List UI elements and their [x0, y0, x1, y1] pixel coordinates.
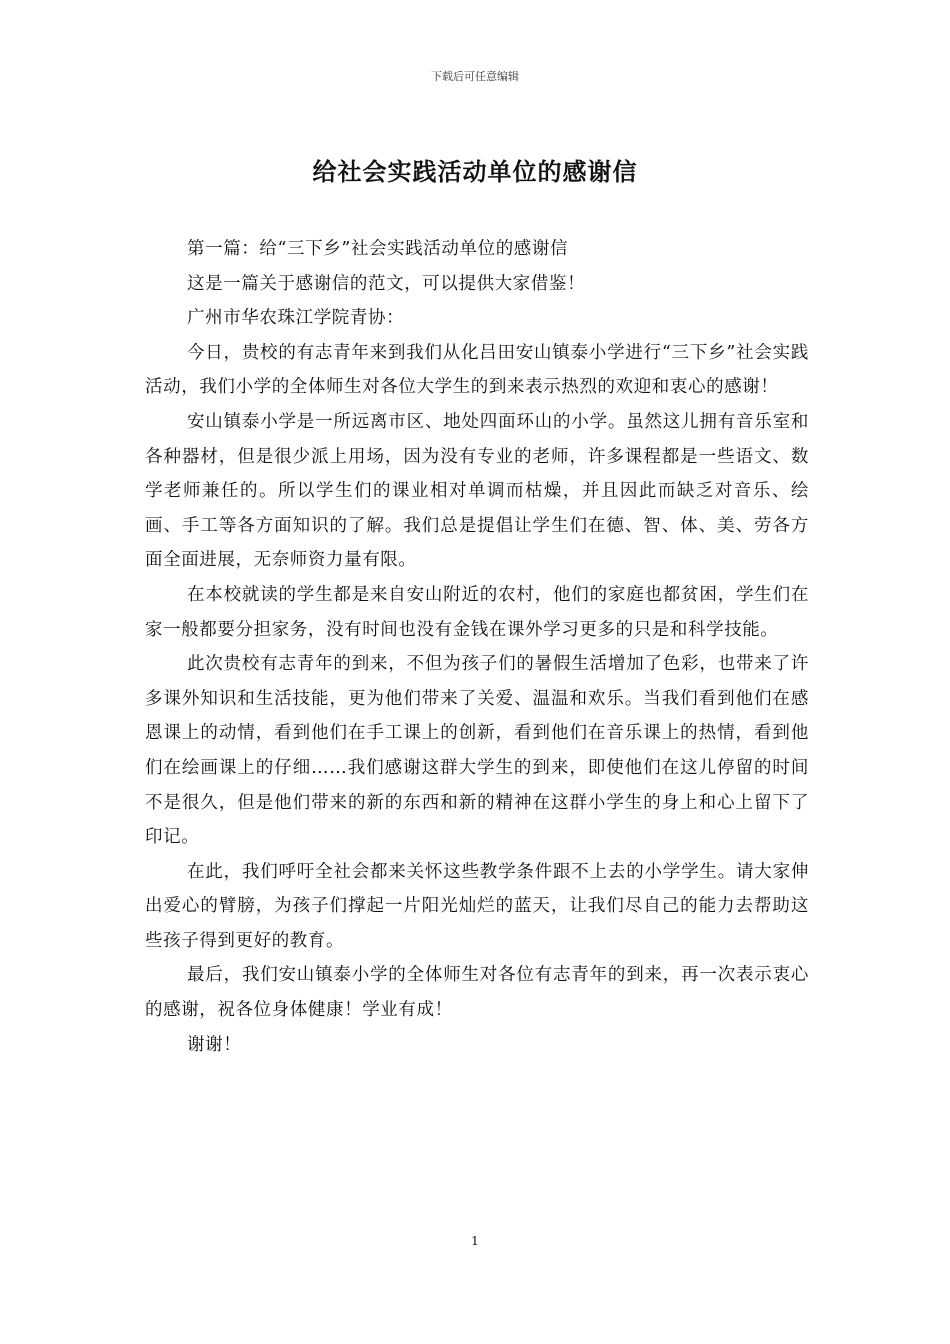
- paragraph-body: 在本校就读的学生都是来自安山附近的农村，他们的家庭也都贫困，学生们在家一般都要分担家务，没有时间也没有金钱在课外学习更多的只是和科学技能。: [145, 584, 809, 640]
- paragraph-closing: 谢谢！: [187, 1034, 242, 1055]
- paragraph-body: 安山镇泰小学是一所远离市区、地处四面环山的小学。虽然这儿拥有音乐室和各种器材，但是很少派上用场，因为没有专业的老师，许多课程都是一些语文、数学老师兼任的。所以学生们的课业相对单调而枯燥，并且因此而缺乏对音乐、绘画、手工等各方面知识的了解。我们总是提倡让学生们在德、智、体、美、劳各方面全面进展，无奈师资力量有限。: [145, 411, 809, 571]
- paragraph-body: 此次贵校有志青年的到来，不但为孩子们的暑假生活增加了色彩，也带来了许多课外知识和生活技能，更为他们带来了关爱、温温和欢乐。当我们看到他们在感恩课上的动情，看到他们在手工课上的创新，看到他们在音乐课上的热情，看到他们在绘画课上的仔细……我们感谢这群大学生的到来，即使他们在这儿停留的时间不是很久，但是他们带来的新的东西和新的精神在这群小学生的身上和心上留下了印记。: [145, 654, 809, 848]
- paragraph-intro-note: 这是一篇关于感谢信的范文，可以提供大家借鉴！: [187, 273, 586, 294]
- paragraph-subtitle: 第一篇：给“三下乡”社会实践活动单位的感谢信: [187, 239, 569, 259]
- document-body: [145, 232, 809, 1062]
- header-note: 下载后可任意编辑: [431, 70, 519, 83]
- paragraph-body: 最后，我们安山镇泰小学的全体师生对各位有志青年的到来，再一次表示衷心的感谢，祝各位身体健康！学业有成！: [145, 965, 809, 1021]
- paragraph-body: 今日，贵校的有志青年来到我们从化吕田安山镇泰小学进行“三下乡”社会实践活动，我们小学的全体师生对各位大学生的到来表示热烈的欢迎和衷心的感谢！: [145, 342, 809, 398]
- page-number: 1: [471, 1234, 479, 1248]
- paragraph-body: 在此，我们呼吁全社会都来关怀这些教学条件跟不上去的小学学生。请大家伸出爱心的臂膀，为孩子们撑起一片阳光灿烂的蓝天，让我们尽自己的能力去帮助这些孩子得到更好的教育。: [145, 861, 809, 951]
- paragraph-salutation: 广州市华农珠江学院青协：: [187, 308, 405, 329]
- document-title: 给社会实践活动单位的感谢信: [312, 157, 638, 186]
